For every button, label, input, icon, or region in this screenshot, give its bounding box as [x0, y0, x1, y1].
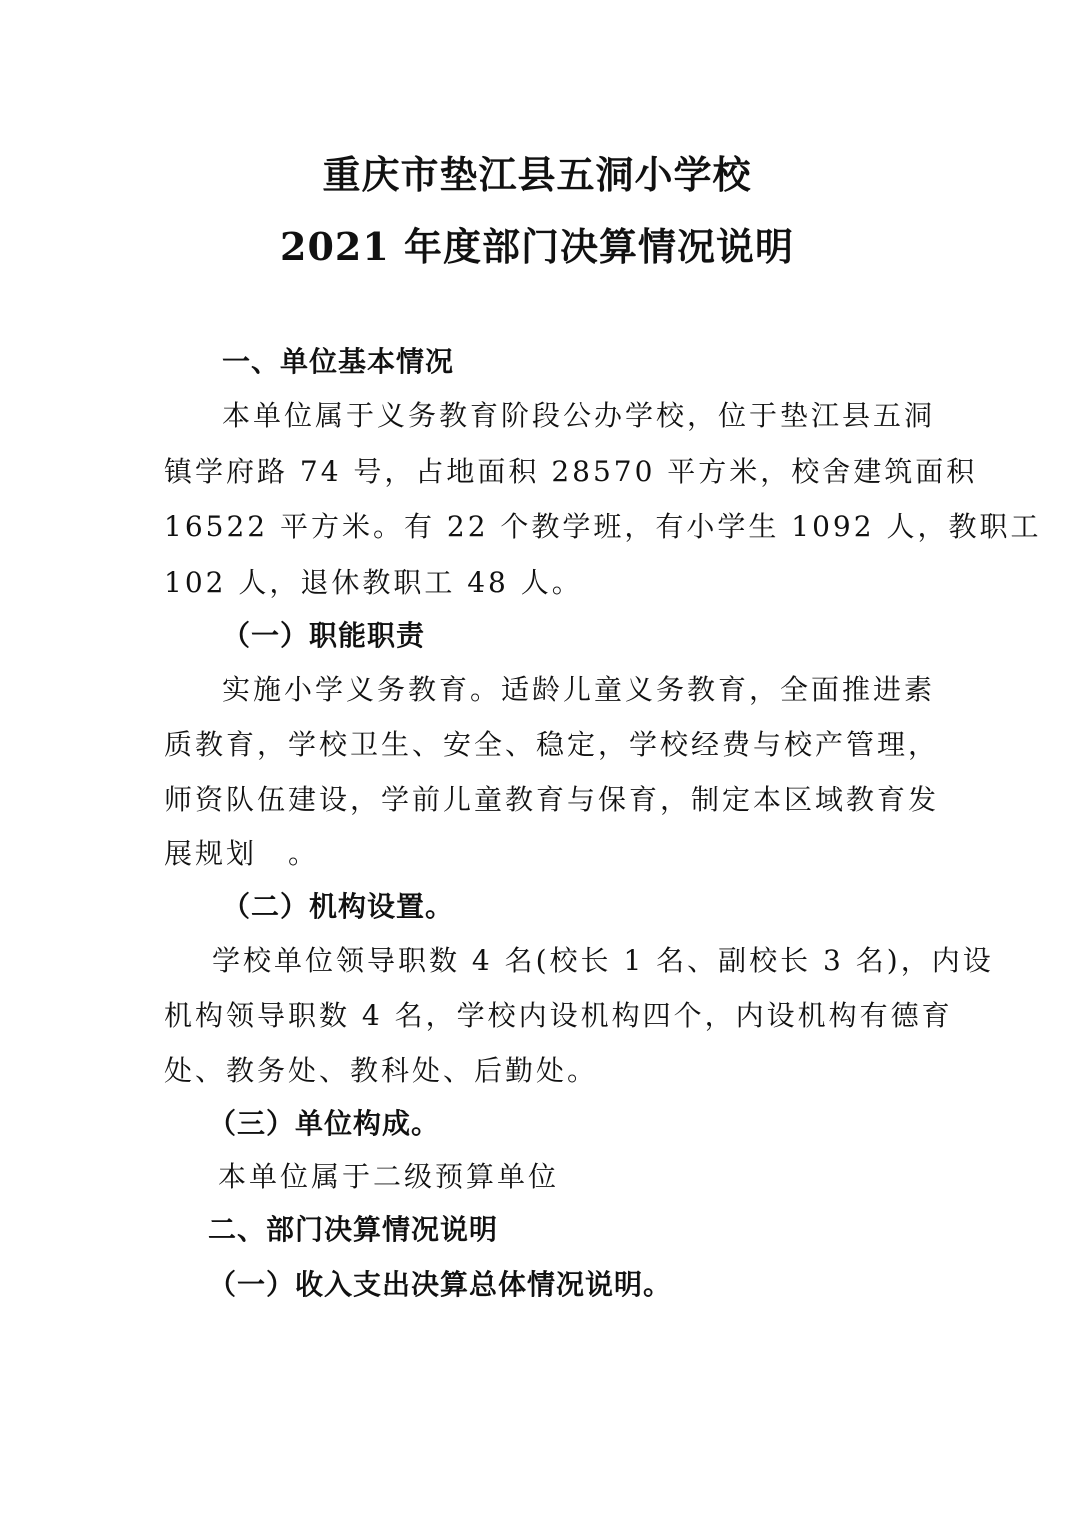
subsection-heading-income-expenditure: （一）收入支出决算总体情况说明。 — [208, 1268, 673, 1301]
paragraph-line: 镇学府路 74 号，占地面积 28570 平方米，校舍建筑面积 — [164, 455, 978, 488]
paragraph-line: 本单位属于义务教育阶段公办学校，位于垫江县五洞 — [222, 399, 936, 432]
paragraph-line: 学校单位领导职数 4 名(校长 1 名、副校长 3 名)，内设 — [212, 944, 994, 977]
paragraph-line: 展规划 。 — [164, 837, 320, 870]
paragraph-line: 师资队伍建设，学前儿童教育与保育，制定本区域教育发 — [164, 783, 940, 816]
subsection-heading-composition: （三）单位构成。 — [208, 1107, 441, 1140]
paragraph-line: 实施小学义务教育。适龄儿童义务教育，全面推进素 — [222, 673, 936, 706]
section-2-heading: 二、部门决算情况说明 — [208, 1213, 499, 1246]
paragraph-line: 处、教务处、教科处、后勤处。 — [164, 1054, 599, 1087]
paragraph-line: 102 人，退休教职工 48 人。 — [164, 566, 583, 599]
paragraph-line: 16522 平方米。有 22 个教学班，有小学生 1092 人，教职工 — [164, 510, 1042, 543]
subsection-heading-organization: （二）机构设置。 — [222, 890, 455, 923]
document-title-line-1: 重庆市垫江县五洞小学校 — [322, 152, 752, 197]
document-title-line-2: 2021 年度部门决算情况说明 — [280, 224, 794, 269]
paragraph-line: 质教育，学校卫生、安全、稳定，学校经费与校产管理， — [164, 728, 940, 761]
subsection-heading-duties: （一）职能职责 — [222, 619, 426, 652]
section-1-heading: 一、单位基本情况 — [222, 345, 455, 378]
paragraph-line: 机构领导职数 4 名，学校内设机构四个，内设机构有德育 — [164, 999, 953, 1032]
paragraph-line: 本单位属于二级预算单位 — [218, 1160, 560, 1193]
